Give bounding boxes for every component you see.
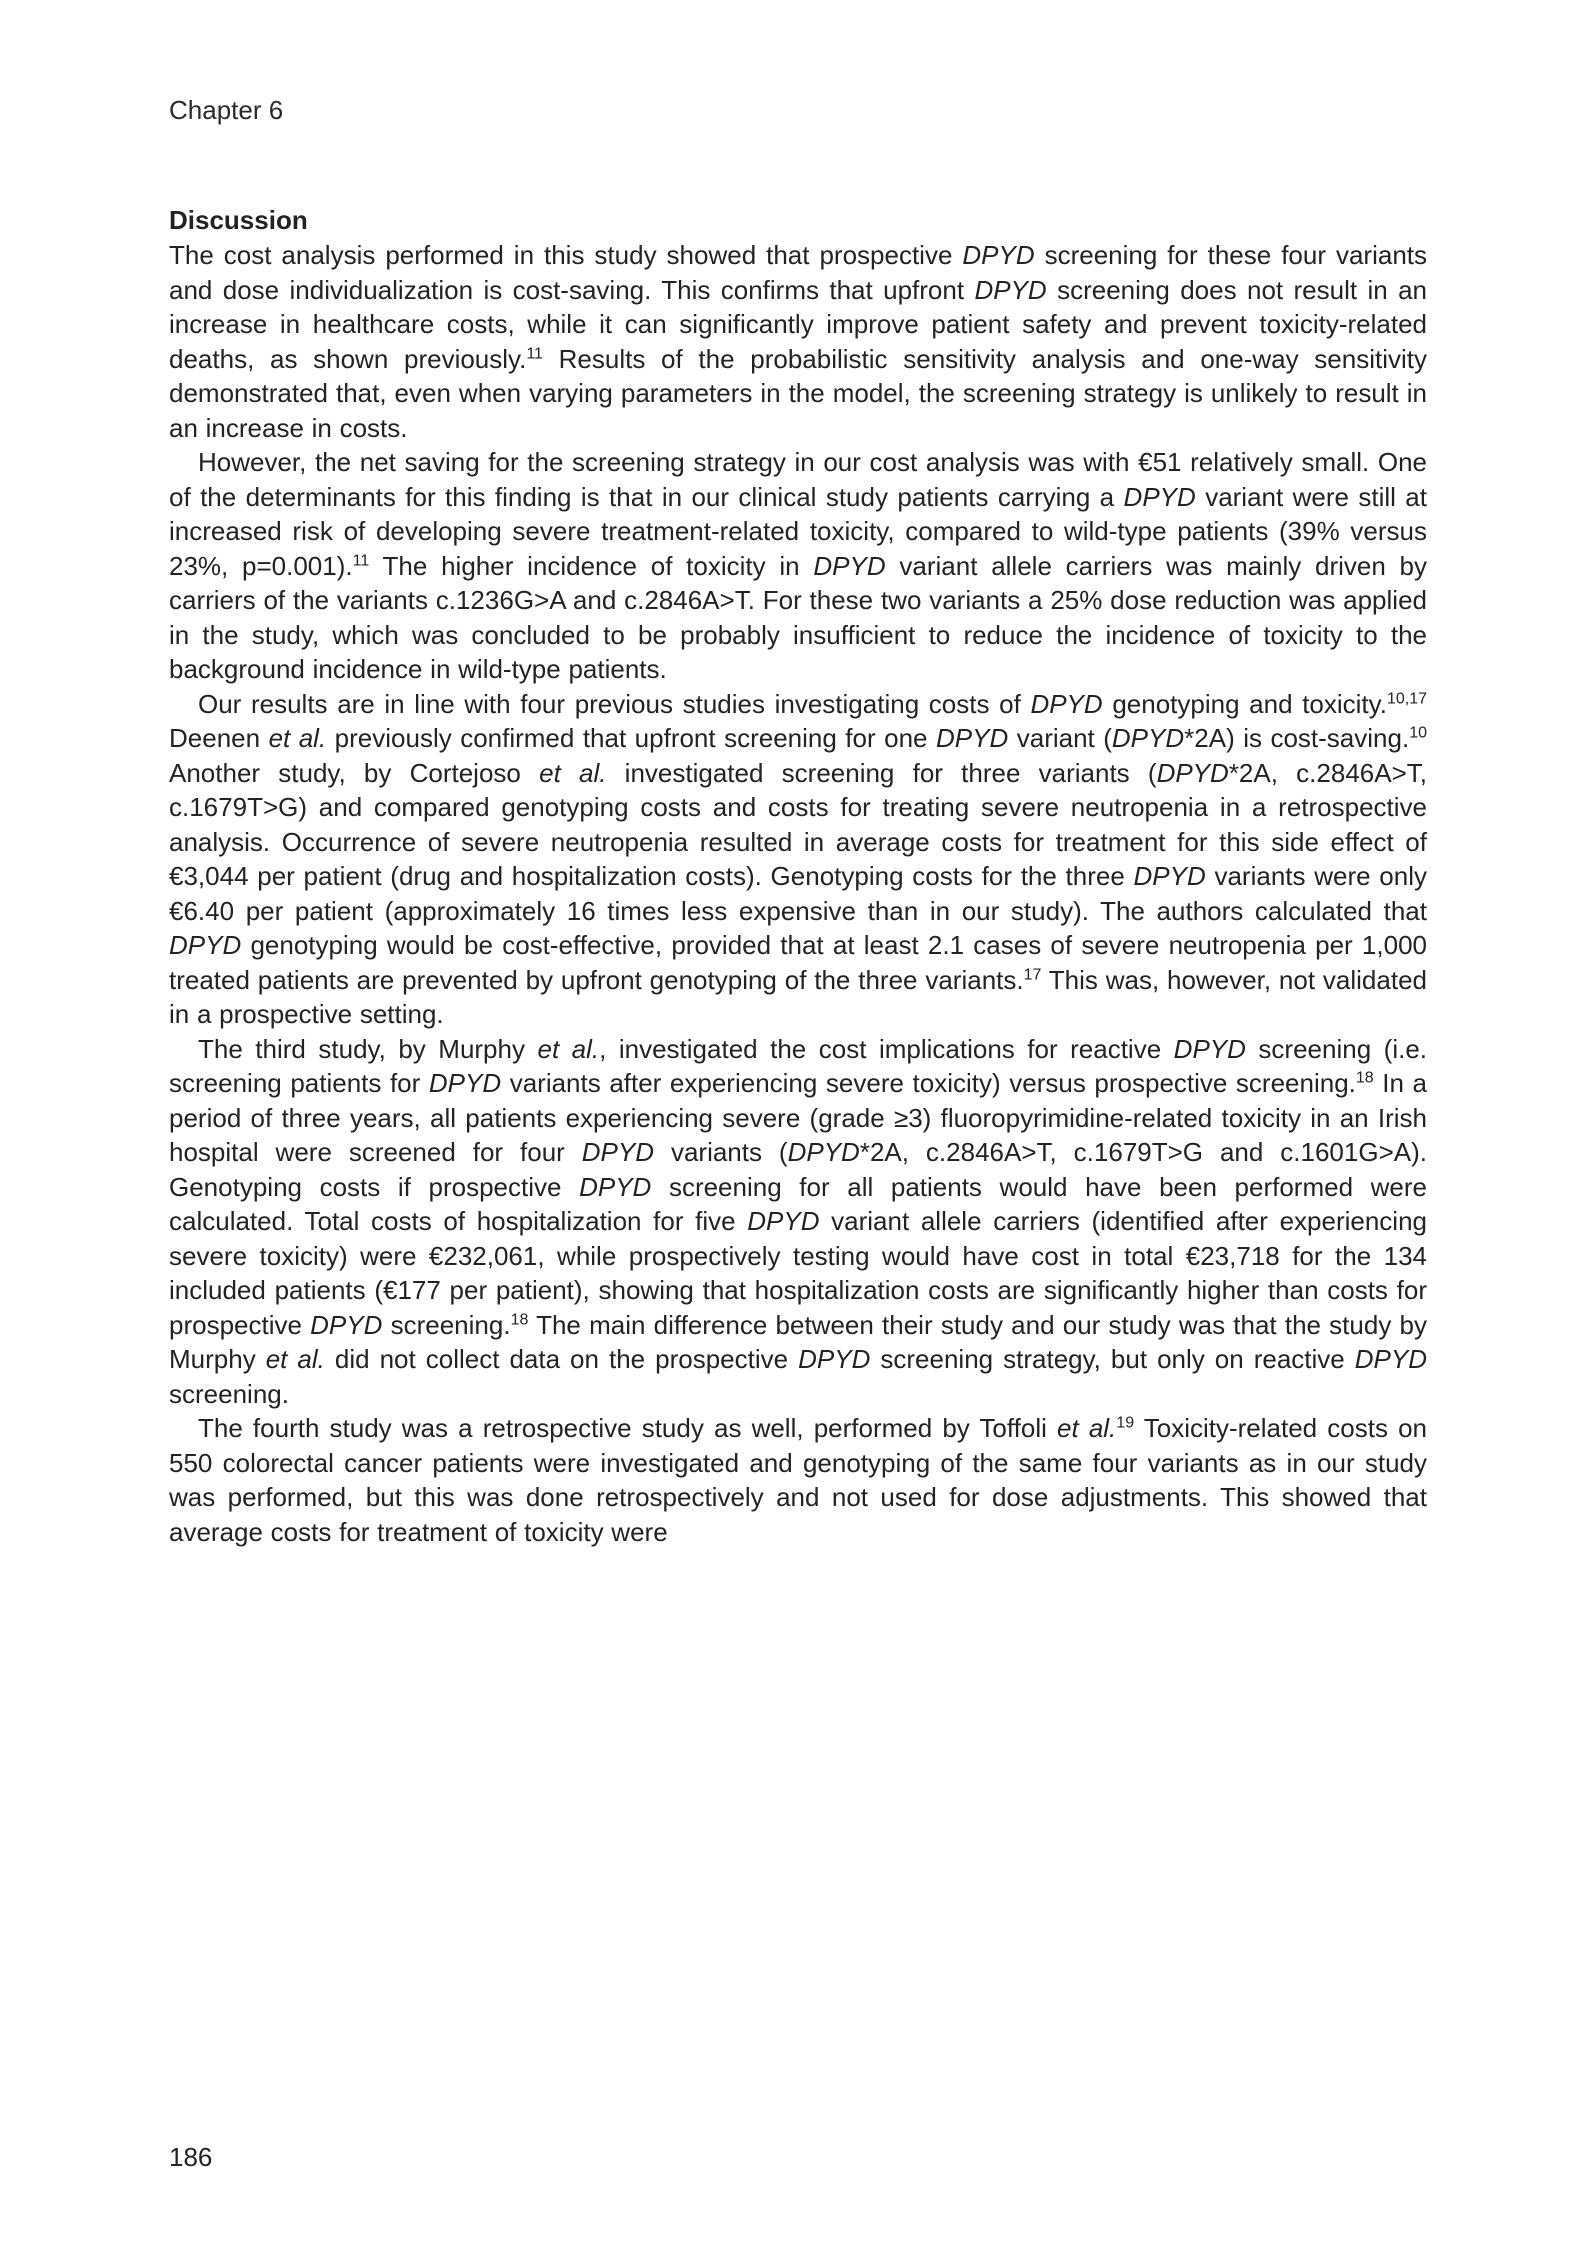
text-run: The cost analysis performed in this study showed that prospective xyxy=(169,240,963,270)
text-run: previously confirmed that upfront screening for one xyxy=(326,723,936,753)
text-run: investigated screening for three variants ( xyxy=(606,757,1157,788)
italic-text-run: DPYD xyxy=(428,1068,502,1098)
italic-text-run: DPYD xyxy=(169,930,242,960)
italic-text-run: DPYD xyxy=(1030,688,1103,719)
text-run: , investigated the cost implications for reactive xyxy=(599,1033,1174,1064)
italic-text-run: DPYD xyxy=(787,1137,860,1167)
text-run: In a period of three years, all patients experiencing severe (grade ≥3) fluoropyrimidine-related toxicity in an Irish hospital were screened for four xyxy=(169,1068,1428,1167)
text-run: screening for all patients would have been performed were calculated. Total costs of hospitalization for five xyxy=(169,1171,1427,1236)
text-run: *2A) is cost-saving. xyxy=(1184,723,1410,753)
paragraph xyxy=(169,238,1427,445)
text-run: screening for these four variants and dose individualization is cost-saving. This confirms that upfront xyxy=(169,240,1428,305)
text-run: did not collect data on the prospective xyxy=(324,1344,799,1374)
text-run: The higher incidence of toxicity in xyxy=(369,550,814,581)
superscript-reference: 17 xyxy=(1023,965,1042,983)
text-run: This was, however, not validated in a prospective setting. xyxy=(169,964,1427,1029)
italic-text-run: DPYD xyxy=(1123,481,1196,512)
paragraph xyxy=(169,1032,1427,1412)
italic-text-run: DPYD xyxy=(581,1137,655,1167)
text-run: variant allele carriers was mainly driven by carriers of the variants c.1236G>A and c.2846A>T. For these two variants a 25% dose reduction was applied in the study, which was concluded to be probably insufficient to reduce the incidence of toxicity to the background incidence in wild-type patients. xyxy=(169,550,1428,684)
text-run: variant ( xyxy=(1008,723,1112,753)
paragraph xyxy=(169,1411,1427,1549)
text-run: The fourth study was a retrospective study as well, performed by Toffoli xyxy=(198,1413,1058,1443)
italic-text-run: DPYD xyxy=(1173,1033,1246,1064)
text-run: screening. xyxy=(382,1309,511,1340)
superscript-reference: 18 xyxy=(1355,1069,1374,1087)
superscript-reference: 18 xyxy=(510,1310,529,1328)
superscript-reference: 10 xyxy=(1409,724,1427,742)
italic-text-run: et al. xyxy=(265,1344,325,1374)
text-run: screening (i.e. screening patients for xyxy=(169,1033,1427,1098)
italic-text-run: DPYD xyxy=(974,274,1047,305)
section-title: Discussion xyxy=(169,205,308,235)
italic-text-run: DPYD xyxy=(1156,757,1229,788)
italic-text-run: DPYD xyxy=(798,1344,871,1374)
italic-text-run: et al. xyxy=(268,723,327,753)
text-run: screening strategy, but only on reactive xyxy=(870,1344,1355,1374)
page-content xyxy=(169,203,1427,1549)
text-run: variant were still at increased risk of developing severe treatment-related toxicity, compared to wild-type patients (39% versus 23%, p=0.001). xyxy=(169,481,1427,581)
text-run: genotyping would be cost-effective, provided that at least 2.1 cases of severe neutropenia per 1,000 treated patients are prevented by upfront genotyping of the three variants. xyxy=(169,930,1427,995)
italic-text-run: DPYD xyxy=(747,1206,820,1236)
italic-text-run: et al. xyxy=(539,757,607,788)
page-number: 186 xyxy=(169,2142,213,2172)
text-run: Another study, by Cortejoso xyxy=(169,757,540,788)
text-run: Deenen xyxy=(169,723,269,753)
chapter-header: Chapter 6 xyxy=(169,95,284,125)
italic-text-run: DPYD xyxy=(936,723,1009,753)
text-run: *2A, c.2846A>T, c.1679T>G) and compared genotyping costs and costs for treating severe neutropenia in a retrospective analysis. Occurrence of severe neutropenia resulted in average costs for treatment for this side effect of €3,044 per patient (drug and hospitalization costs). Genotyping costs for the three xyxy=(169,757,1427,891)
text-run: Our results are in line with four previous studies investigating costs of xyxy=(198,688,1031,719)
text-run: Toxicity-related costs on 550 colorectal cancer patients were investigated and genotyping of the same four variants as in our study was performed, but this was done retrospectively and not used for dose adjustments. This showed that average costs for treatment of toxicity were xyxy=(169,1413,1427,1547)
text-run: variants after experiencing severe toxicity) versus prospective screening. xyxy=(501,1068,1356,1098)
text-run: variants ( xyxy=(654,1137,788,1167)
italic-text-run: DPYD xyxy=(310,1309,383,1340)
italic-text-run: DPYD xyxy=(1111,723,1185,753)
superscript-reference: 19 xyxy=(1116,1414,1135,1432)
italic-text-run: DPYD xyxy=(813,550,886,581)
text-run: The third study, by Murphy xyxy=(198,1033,538,1064)
italic-text-run: DPYD xyxy=(579,1171,652,1202)
italic-text-run: et al. xyxy=(1057,1413,1117,1443)
text-run: However, the net saving for the screening strategy in our cost analysis was with €51 relatively small. One of the determinants for this finding is that in our clinical study patients carrying a xyxy=(169,447,1427,512)
italic-text-run: DPYD xyxy=(962,240,1035,270)
text-run: genotyping and toxicity. xyxy=(1102,688,1387,719)
superscript-reference: 11 xyxy=(526,344,543,362)
italic-text-run: et al. xyxy=(537,1033,600,1064)
text-run: variant allele carriers (identified after experiencing severe toxicity) were €232,061, while prospectively testing would have cost in total €23,718 for the 134 included patients (€177 per patient), showing that hospitalization costs are significantly higher than costs for prospective xyxy=(169,1206,1428,1340)
text-run: Results of the probabilistic sensitivity analysis and one-way sensitivity demonstrated that, even when varying parameters in the model, the screening strategy is unlikely to result in an increase in costs. xyxy=(169,343,1427,443)
superscript-reference: 10,17 xyxy=(1386,689,1427,707)
text-run: The main difference between their study and our study was that the study by Murphy xyxy=(169,1309,1427,1374)
paragraph xyxy=(169,445,1427,687)
italic-text-run: DPYD xyxy=(1354,1344,1428,1374)
paragraph xyxy=(169,687,1427,1032)
superscript-reference: 11 xyxy=(352,551,370,569)
body-paragraphs xyxy=(169,238,1427,1549)
text-run: screening. xyxy=(169,1378,289,1409)
text-run: *2A, c.2846A>T, c.1679T>G and c.1601G>A). Genotyping costs if prospective xyxy=(169,1137,1427,1202)
text-run: variants were only €6.40 per patient (approximately 16 times less expensive than in our study). The authors calculated that xyxy=(169,861,1427,926)
text-run: screening does not result in an increase in healthcare costs, while it can significantly improve patient safety and prevent toxicity-related deaths, as shown previously. xyxy=(169,274,1428,374)
italic-text-run: DPYD xyxy=(1133,861,1206,891)
